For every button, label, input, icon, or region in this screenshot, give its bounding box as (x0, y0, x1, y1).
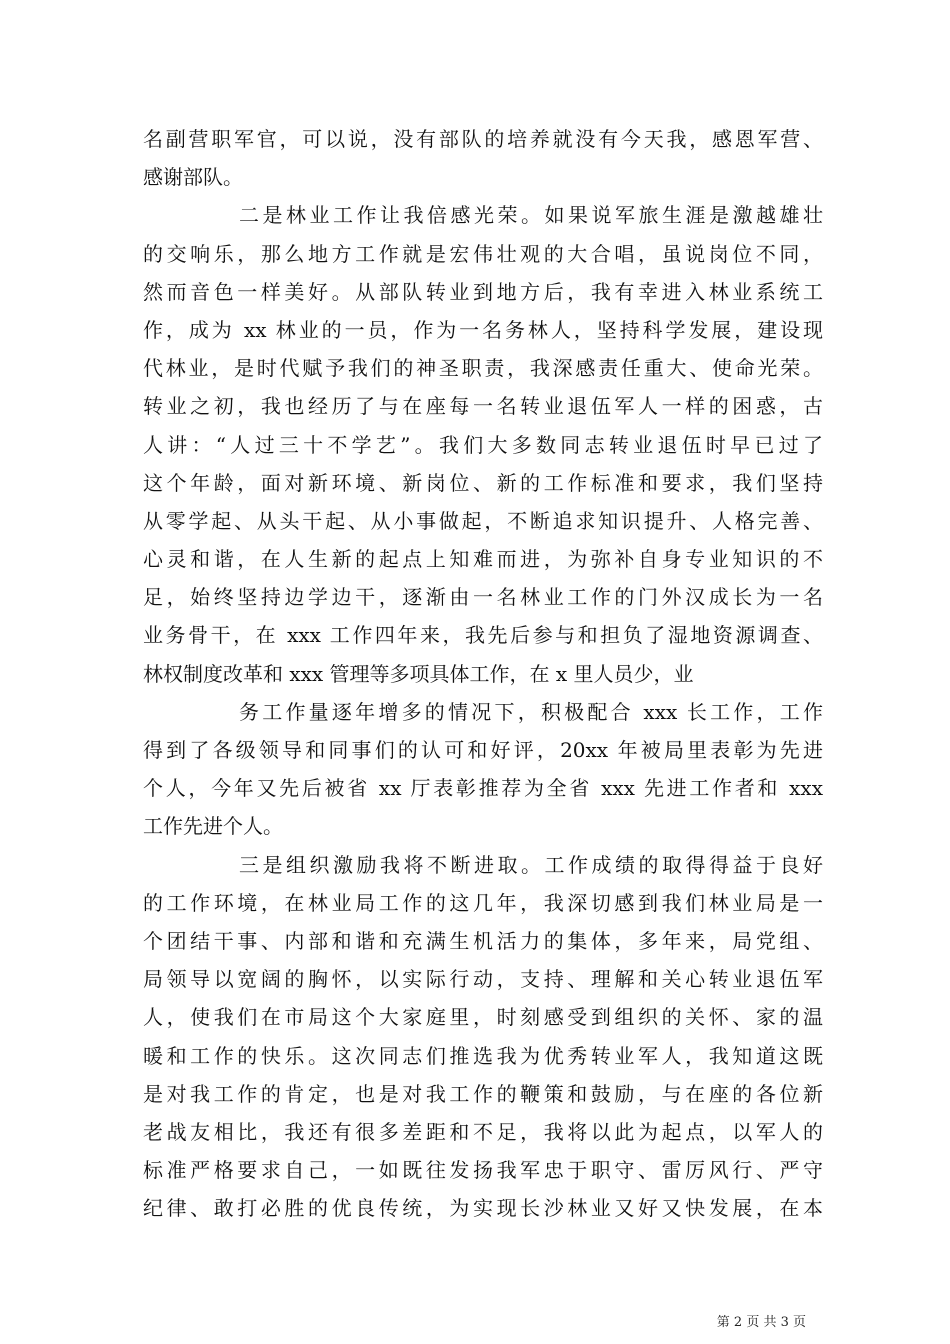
text-line: 标准严格要求自己，一如既往发扬我军忠于职守、雷厉风行、严守 (143, 1158, 823, 1183)
text-line: 老战友相比，我还有很多差距和不足，我将以此为起点，以军人的 (143, 1119, 823, 1144)
text-line: 然而音色一样美好。从部队转业到地方后，我有幸进入林业系统工 (143, 279, 823, 304)
text-line: 个团结干事、内部和谐和充满生机活力的集体，多年来，局党组、 (143, 928, 823, 953)
text-line: 代林业，是时代赋予我们的神圣职责，我深感责任重大、使命光荣。 (143, 356, 823, 381)
text-line: 个人，今年又先后被省 xx 厅表彰推荐为全省 xxx 先进工作者和 xxx (143, 776, 823, 801)
text-line: 得到了各级领导和同事们的认可和好评，20xx 年被局里表彰为先进 (143, 738, 823, 762)
text-line: 纪律、敢打必胜的优良传统，为实现长沙林业又好又快发展，在本 (143, 1196, 823, 1221)
paragraph-start-line: 务工作量逐年增多的情况下，积极配合 xxx 长工作，工作 (239, 699, 823, 724)
text-line: 是对我工作的肯定，也是对我工作的鞭策和鼓励，与在座的各位新 (143, 1081, 823, 1106)
paragraph-start-line: 三是组织激励我将不断进取。工作成绩的取得得益于良好 (239, 852, 823, 877)
paragraph-start-line: 二是林业工作让我倍感光荣。如果说军旅生涯是激越雄壮 (239, 203, 823, 228)
text-line: 工作先进个人。 (143, 814, 283, 839)
text-line: 足，始终坚持边学边干，逐渐由一名林业工作的门外汉成长为一名 (143, 585, 823, 610)
text-line: 转业之初，我也经历了与在座每一名转业退伍军人一样的困惑，古 (143, 394, 823, 419)
text-line: 局领导以宽阔的胸怀，以实际行动，支持、理解和关心转业退伍军 (143, 967, 823, 992)
page-number-footer: 第 2 页 共 3 页 (716, 1315, 806, 1330)
text-line: 这个年龄，面对新环境、新岗位、新的工作标准和要求，我们坚持 (143, 470, 823, 495)
text-line: 暖和工作的快乐。这次同志们推选我为优秀转业军人，我知道这既 (143, 1043, 823, 1068)
text-line: 从零学起、从头干起、从小事做起，不断追求知识提升、人格完善、 (143, 508, 823, 533)
text-line: 感谢部队。 (143, 165, 243, 190)
body-text (143, 120, 823, 1227)
text-line: 名副营职军官，可以说，没有部队的培养就没有今天我，感恩军营、 (143, 127, 823, 151)
text-line: 林权制度改革和 xxx 管理等多项具体工作，在 x 里人员少，业 (143, 661, 694, 686)
text-line: 人讲：“人过三十不学艺”。我们大多数同志转业退伍时早已过了 (143, 432, 823, 457)
text-line: 心灵和谐，在人生新的起点上知难而进，为弥补自身专业知识的不 (143, 547, 823, 572)
text-line: 的工作环境，在林业局工作的这几年，我深切感到我们林业局是一 (143, 890, 823, 915)
text-line: 业务骨干，在 xxx 工作四年来，我先后参与和担负了湿地资源调查、 (143, 623, 823, 648)
text-line: 人，使我们在市局这个大家庭里，时刻感受到组织的关怀、家的温 (143, 1005, 823, 1030)
text-line: 作，成为 xx 林业的一员，作为一名务林人，坚持科学发展，建设现 (143, 317, 823, 342)
text-line: 的交响乐，那么地方工作就是宏伟壮观的大合唱，虽说岗位不同， (143, 241, 823, 266)
